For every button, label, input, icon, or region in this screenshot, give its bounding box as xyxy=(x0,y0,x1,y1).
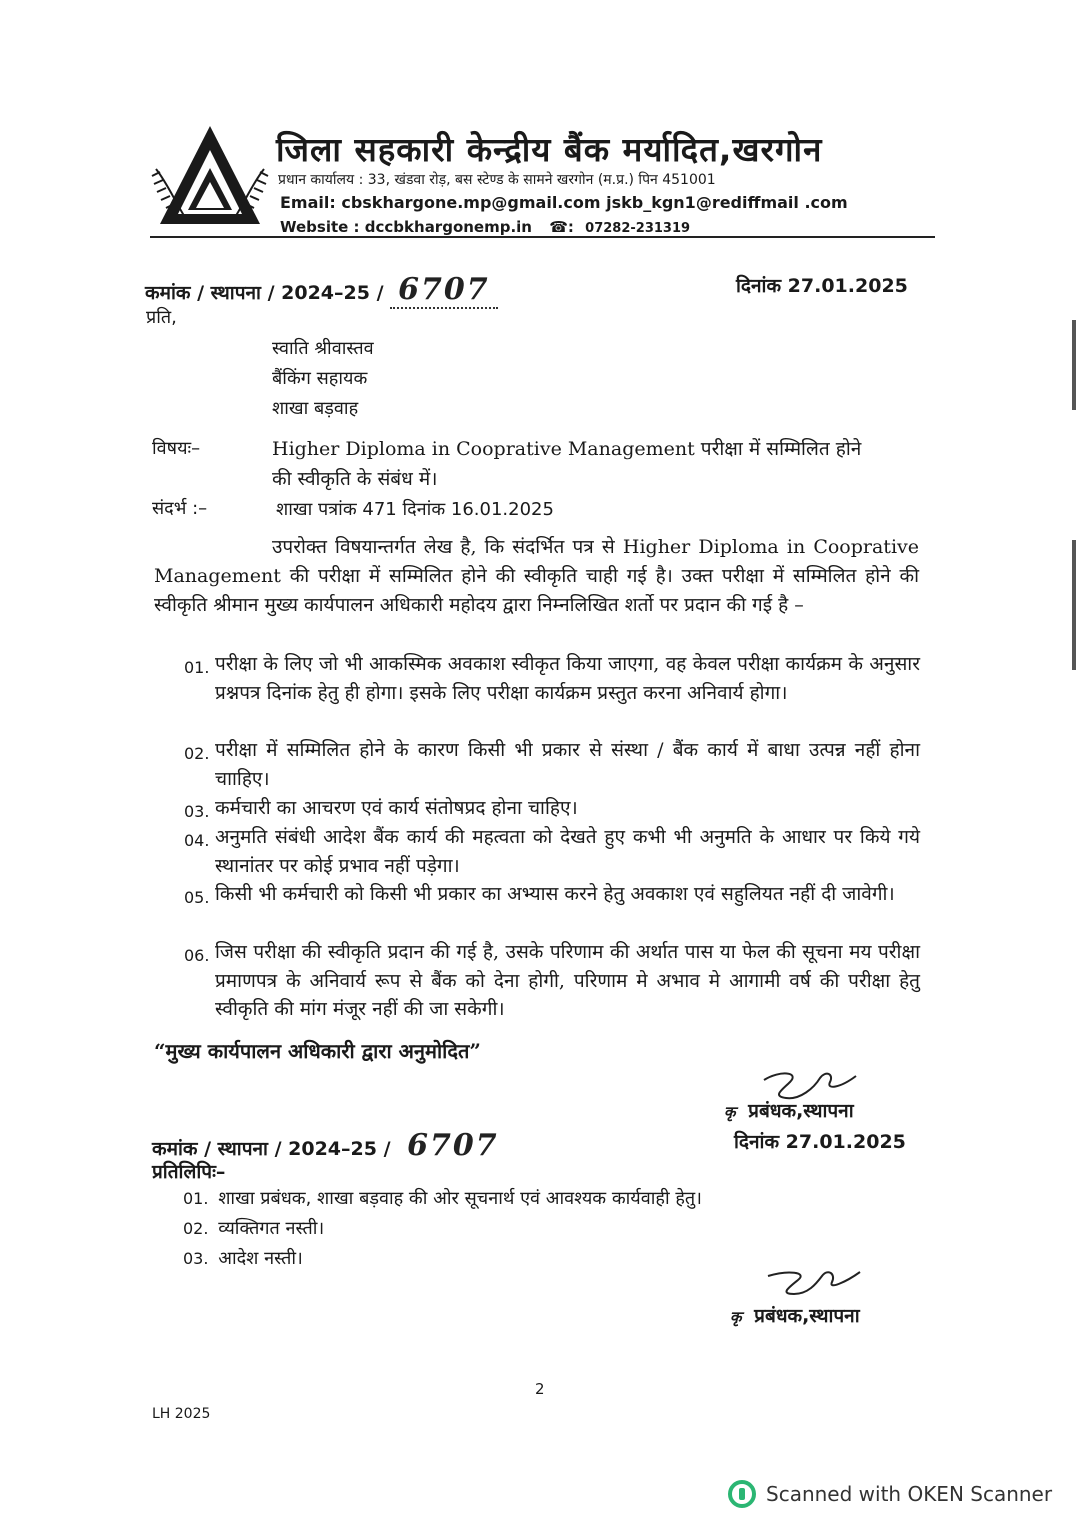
condition-number: 01. xyxy=(184,658,210,677)
to-label: प्रति, xyxy=(146,307,177,328)
bank-logo-triangle-wheat-icon xyxy=(148,124,272,228)
copy-item-number: 02. xyxy=(183,1219,209,1238)
copy-item xyxy=(183,1186,702,1210)
copy-item-text: शाखा प्रबंधक, शाखा बड़वाह की ओर सूचनार्थ एवं आवश्यक कार्यवाही हेतु। xyxy=(218,1188,702,1209)
recipient-designation: बैंकिंग सहायक xyxy=(272,368,368,389)
telephone-icon: ☎: xyxy=(549,218,574,236)
condition-text: अनुमति संबंधी आदेश बैंक कार्य की महत्वता को देखते हुए कभी भी अनुमति के आधार पर किये गये स्थानांतर पर कोई प्रभाव नहीं पड़ेगा। xyxy=(215,826,920,877)
scanner-watermark xyxy=(728,1480,1052,1508)
bank-website: Website : dccbkhargonemp.in xyxy=(280,218,532,236)
copy-item-text: आदेश नस्ती। xyxy=(218,1248,303,1269)
bank-email: Email: cbskhargone.mp@gmail.com jskb_kgn1@rediffmail .com xyxy=(280,193,848,212)
bank-website-line xyxy=(280,218,690,236)
body-paragraph: उपरोक्त विषयान्तर्गत लेख है, कि संदर्भित पत्र से Higher Diploma in Cooprative Management की परीक्षा में सम्मिलित होने की स्वीकृति चाही गई है। उक्त परीक्षा में सम्मिलित होने की स्वीकृति श्रीमान मुख्य कार्यपालन अधिकारी महोदय द्वारा निम्नलिखित शर्तो पर प्रदान की गई है – xyxy=(154,536,919,616)
copy-reference-label: कमांक / स्थापना / 2024–25 / xyxy=(152,1138,398,1160)
copy-item xyxy=(183,1246,303,1270)
reference-number-label: कमांक / स्थापना / 2024–25 / xyxy=(145,282,391,304)
signature-scribble xyxy=(764,1266,864,1300)
condition-text: परीक्षा के लिए जो भी आकस्मिक अवकाश स्वीकृत किया जाएगा, वह केवल परीक्षा कार्यक्रम के अनुसार प्रश्नपत्र दिनांक हेतु ही होगा। इसके लिए परीक्षा कार्यक्रम प्रस्तुत करना अनिवार्य होगा। xyxy=(215,653,920,704)
condition-item xyxy=(184,650,920,707)
pratilipi-label: प्रतिलिपिः– xyxy=(152,1161,226,1183)
condition-number: 02. xyxy=(184,744,210,763)
bank-address: प्रधान कार्यालय : 33, खंडवा रोड़, बस स्टेण्ड के सामने खरगोन (म.प्र.) पिन 451001 xyxy=(278,172,716,188)
condition-item xyxy=(184,938,920,1024)
sandarbh-text: शाखा पत्रांक 471 दिनांक 16.01.2025 xyxy=(276,499,554,520)
signature-prefix: कृ xyxy=(724,1103,736,1121)
recipient-name: स्वाति श्रीवास्तव xyxy=(272,338,374,359)
condition-item xyxy=(184,736,920,793)
footer-code: LH 2025 xyxy=(152,1406,211,1422)
condition-number: 03. xyxy=(184,802,210,821)
condition-text: कर्मचारी का आचरण एवं कार्य संतोषप्रद होना चाहिए। xyxy=(215,797,578,819)
condition-number: 05. xyxy=(184,888,210,907)
copy-item-text: व्यक्तिगत नस्ती। xyxy=(218,1218,325,1239)
oken-scanner-logo-icon xyxy=(728,1480,756,1508)
condition-text: जिस परीक्षा की स्वीकृति प्रदान की गई है, उसके परिणाम की अर्थात पास या फेल की सूचना मय परीक्षा प्रमाणपत्र के अनिवार्य रूप से बैंक को देना होगी, परिणाम मे अभाव मे आगामी वर्ष की परीक्षा हेतु स्वीकृति की मांग मंजूर नहीं की जा सकेगी। xyxy=(215,941,920,1020)
signature-title-2 xyxy=(730,1302,860,1328)
copy-item-number: 03. xyxy=(183,1249,209,1268)
copy-reference-date: दिनांक 27.01.2025 xyxy=(734,1131,906,1153)
scanner-text: Scanned with OKEN Scanner xyxy=(766,1482,1053,1506)
condition-text: परीक्षा में सम्मिलित होने के कारण किसी भी प्रकार से संस्था / बैंक कार्य में बाधा उत्पन्न नहीं होना चााहिए। xyxy=(215,739,920,790)
reference-date: दिनांक 27.01.2025 xyxy=(736,275,908,297)
recipient-branch: शाखा बड़वाह xyxy=(272,398,359,419)
signature-title-1 xyxy=(724,1097,854,1123)
subject-line-2: की स्वीकृति के संबंध में। xyxy=(272,468,438,490)
scan-edge-mark xyxy=(1072,540,1076,670)
approval-note: “मुख्य कार्यपालन अधिकारी द्वारा अनुमोदित” xyxy=(154,1039,481,1063)
condition-text: किसी भी कर्मचारी को किसी भी प्रकार का अभ्यास करने हेतु अवकाश एवं सहुलियत नहीं दी जावेगी। xyxy=(215,883,895,905)
copy-item xyxy=(183,1216,324,1240)
reference-number xyxy=(145,272,498,309)
condition-item xyxy=(184,794,920,823)
scan-edge-mark xyxy=(1072,320,1076,410)
subject-label: विषयः– xyxy=(152,438,201,459)
bank-logo xyxy=(148,124,272,228)
copy-item-number: 01. xyxy=(183,1189,209,1208)
bank-phone: 07282-231319 xyxy=(585,221,691,236)
bank-name: जिला सहकारी केन्द्रीय बैंक मर्यादित,खरगोन xyxy=(276,130,823,169)
copy-reference-handwritten: 6707 xyxy=(407,1128,499,1163)
condition-number: 06. xyxy=(184,946,210,965)
condition-number: 04. xyxy=(184,831,210,850)
signature-prefix: कृ xyxy=(730,1308,742,1326)
sandarbh-label: संदर्भ :– xyxy=(152,498,208,519)
signature-title: प्रबंधक,स्थापना xyxy=(748,1100,854,1122)
page-number: 2 xyxy=(535,1380,545,1398)
reference-number-handwritten: 6707 xyxy=(390,272,498,309)
signature-title: प्रबंधक,स्थापना xyxy=(754,1305,860,1327)
condition-item xyxy=(184,823,920,880)
letterhead-divider xyxy=(150,236,935,238)
condition-item xyxy=(184,880,920,909)
subject-line-1: Higher Diploma in Cooprative Management परीक्षा में सम्मिलित होने xyxy=(272,438,862,460)
